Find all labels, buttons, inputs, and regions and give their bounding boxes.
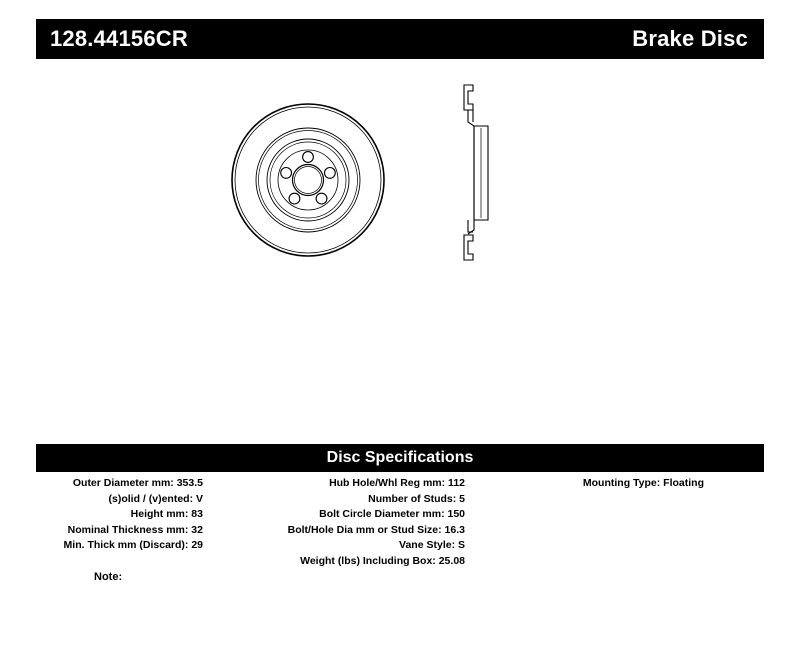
- specifications-columns: [0, 476, 800, 586]
- part-number: 128.44156CR: [50, 26, 188, 51]
- spec-item: (s)olid / (v)ented: V: [108, 492, 203, 505]
- brake-rotor-cross-section-icon: [464, 85, 488, 260]
- spec-item: Bolt Circle Diameter mm: 150: [319, 508, 465, 520]
- brake-rotor-face-icon: [232, 104, 384, 256]
- spec-item: Mounting Type: Floating: [582, 477, 704, 489]
- spec-item: Nominal Thickness mm: 32: [67, 523, 203, 536]
- spec-item: Number of Studs: 5: [368, 492, 465, 505]
- disc-specifications-bar: [36, 444, 764, 472]
- spec-item: Bolt/Hole Dia mm or Stud Size: 16.3: [287, 523, 465, 536]
- spec-column-right: [500, 476, 704, 492]
- spec-item: Weight (lbs) Including Box: 25.08: [300, 554, 465, 567]
- note-label: Note:: [94, 571, 123, 583]
- spec-item: Vane Style: S: [399, 539, 465, 551]
- spec-item: Height mm: 83: [130, 508, 203, 520]
- spec-item: Hub Hole/Whl Reg mm: 112: [329, 477, 465, 489]
- technical-drawing: [36, 70, 764, 400]
- spec-item: Outer Diameter mm: 353.5: [72, 477, 203, 489]
- page-title: Brake Disc: [632, 26, 748, 51]
- spec-column-left: [0, 476, 203, 554]
- spec-column-middle: [232, 476, 465, 569]
- disc-specifications-title: Disc Specifications: [326, 449, 474, 466]
- header-bar: [36, 19, 764, 59]
- spec-item: Min. Thick mm (Discard): 29: [63, 539, 203, 551]
